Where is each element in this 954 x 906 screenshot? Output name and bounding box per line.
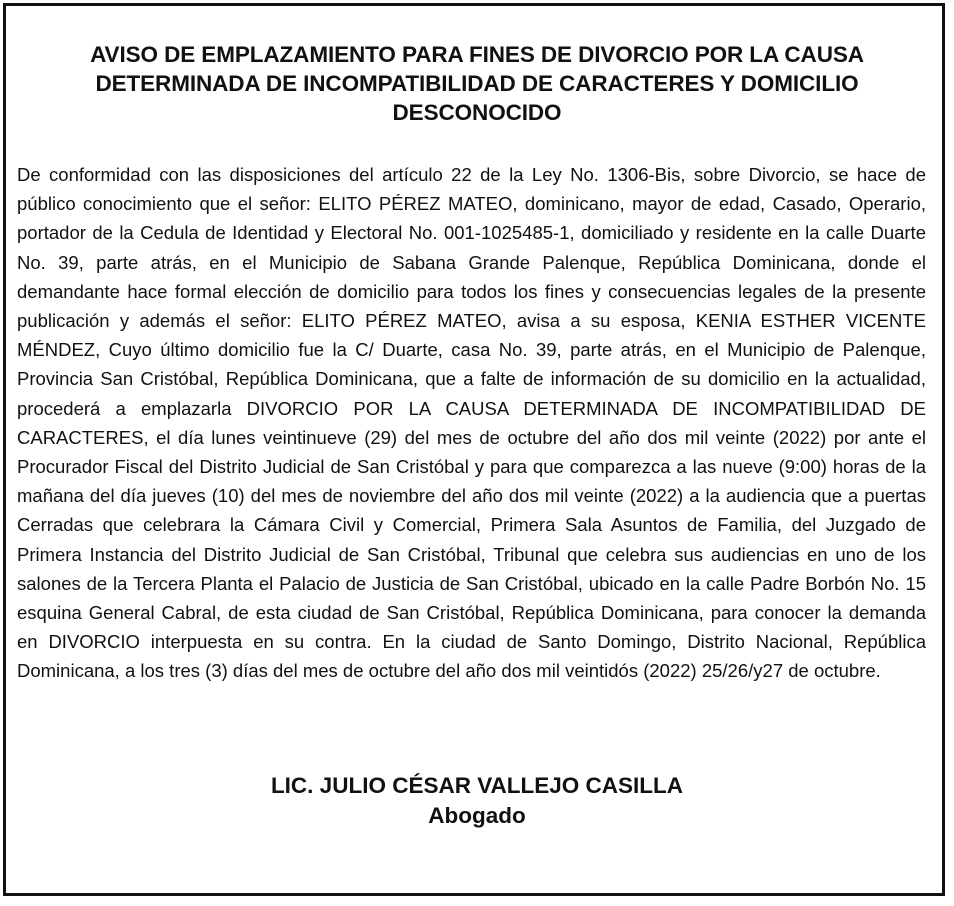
notice-body: De conformidad con las disposiciones del artículo 22 de la Ley No. 1306-Bis, sobre Divorcio, se hace de público conocimiento que el señor: ELITO PÉREZ MATEO, dominicano, mayor de edad, Casado, Operario, portador de la Cedula de Identidad y Electoral No. 001-1025485-1, domiciliado y residente en la calle Duarte No. 39, parte atrás, en el Municipio de Sabana Grande Palenque, República Dominicana, donde el demandante hace formal elección de domicilio para todos los fines y consecuencias legales de la presente publicación y además el señor: ELITO PÉREZ MATEO, avisa a su esposa, KENIA ESTHER VICENTE MÉNDEZ, Cuyo último domicilio fue la C/ Duarte, casa No. 39, parte atrás, en el Municipio de Palenque, Provincia San Cristóbal, República Dominicana, que a falte de información de su domicilio en la actualidad, procederá a emplazarla DIVORCIO POR LA CAUSA DETERMINADA DE INCOMPATIBILIDAD DE CARACTERES, el día lunes veintinueve (29) del mes de octubre del año dos mil veinte (2022) por ante el Procurador Fiscal del Distrito Judicial de San Cristóbal y para que comparezca a las nueve (9:00) horas de la mañana del día jueves (10) del mes de noviembre del año dos mil veinte (2022) a la audiencia que a puertas Cerradas que celebrara la Cámara Civil y Comercial, Primera Sala Asuntos de Familia, del Juzgado de Primera Instancia del Distrito Judicial de San Cristóbal, Tribunal que celebra sus audiencias en uno de los salones de la Tercera Planta el Palacio de Justicia de San Cristóbal, ubicado en la calle Padre Borbón No. 15 esquina General Cabral, de esta ciudad de San Cristóbal, República Dominicana, para conocer la demanda en DIVORCIO interpuesta en su contra. En la ciudad de Santo Domingo, Distrito Nacional, República Dominicana, a los tres (3) días del mes de octubre del año dos mil veintidós (2022) 25/26/y27 de octubre. (17, 164, 926, 682)
signature-name: LIC. JULIO CÉSAR VALLEJO CASILLA (270, 773, 684, 798)
notice-title: AVISO DE EMPLAZAMIENTO PARA FINES DE DIVORCIO POR LA CAUSA DETERMINADA DE INCOMPATIBILIDAD DE CARACTERES Y DOMICILIO DESCONOCIDO (90, 42, 864, 125)
signature-role: Abogado (428, 803, 526, 828)
signature-block (20, 771, 934, 830)
